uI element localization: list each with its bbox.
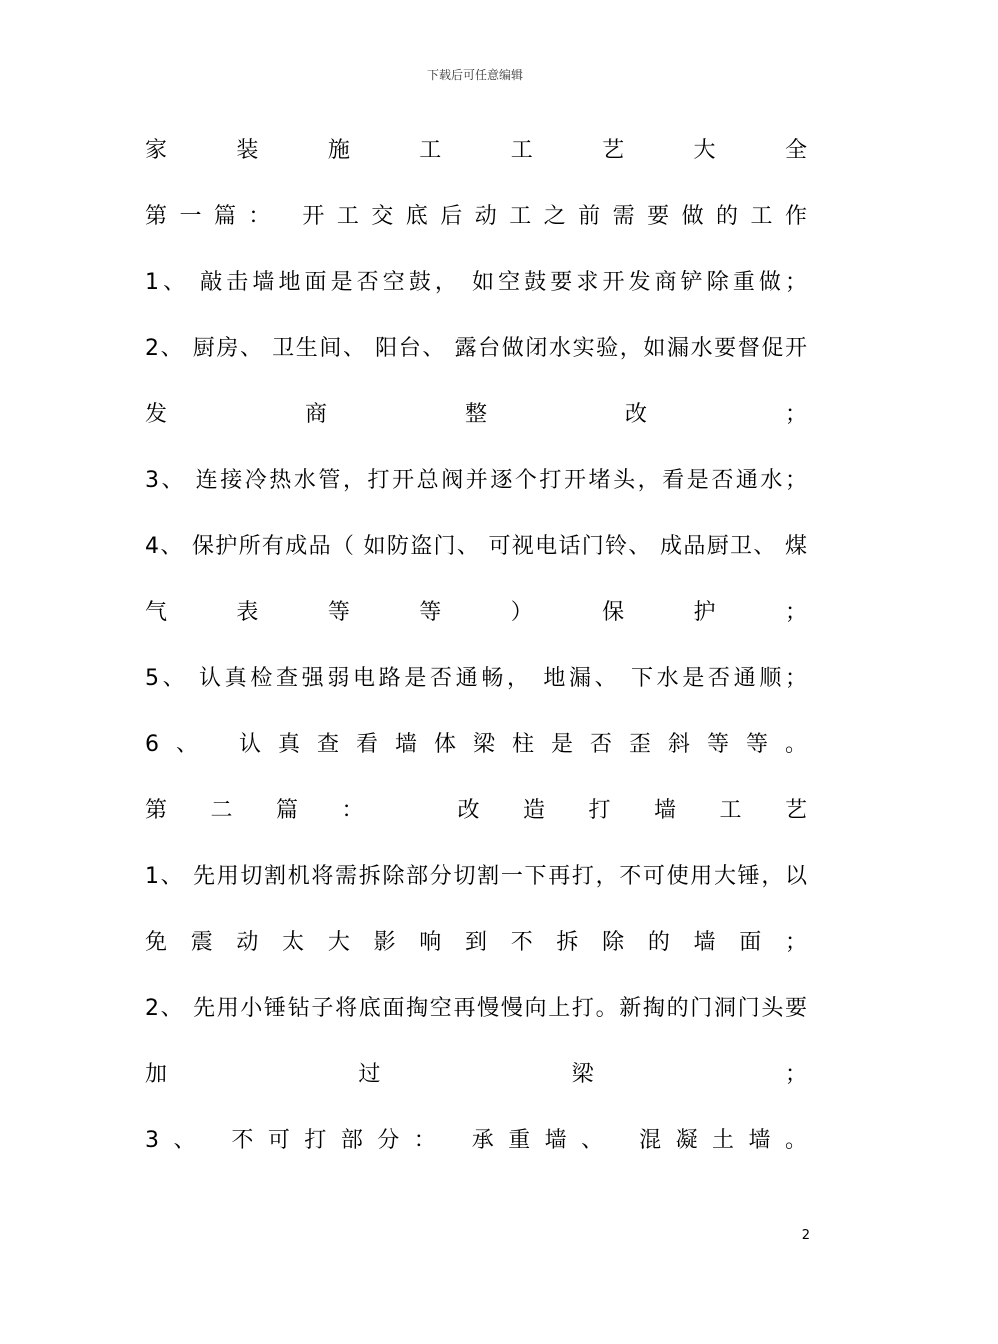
paragraph-line: 1、 敲击墙地面是否空鼓， 如空鼓要求开发商铲除重做；	[145, 270, 812, 295]
document-title: 家装施工工艺大全	[145, 138, 877, 163]
paragraph-line: 4、 保护所有成品（ 如防盗门、 可视电话门铃、 成品厨卫、 煤	[145, 534, 809, 559]
paragraph-line: 5、 认真检查强弱电路是否通畅， 地漏、 下水是否通顺；	[145, 666, 811, 691]
paragraph-line: 发商整改；	[145, 402, 945, 427]
paragraph-line: 加过梁；	[145, 1062, 998, 1087]
section-heading-2: 第二篇： 改造打墙工艺	[145, 798, 851, 823]
paragraph-line: 3、 不可打部分： 承重墙、 混凝土墙。	[145, 1128, 822, 1153]
paragraph-line: 2、 先用小锤钻子将底面掏空再慢慢向上打。新掏的门洞门头要	[145, 996, 809, 1021]
page-header: 下载后可任意编辑	[426, 68, 523, 82]
document-body	[145, 118, 998, 1174]
paragraph-line: 气表等等）保护；	[145, 600, 877, 625]
paragraph-line: 3、 连接冷热水管，打开总阀并逐个打开堵头，看是否通水；	[145, 468, 810, 493]
paragraph-line: 2、 厨房、 卫生间、 阳台、 露台做闭水实验，如漏水要督促开	[145, 336, 809, 361]
paragraph-line: 免震动太大影响到不拆除的墙面；	[145, 930, 831, 955]
paragraph-line: 6、 认真查看墙体梁柱是否歪斜等等。	[145, 732, 824, 757]
paragraph-line: 1、 先用切割机将需拆除部分切割一下再打，不可使用大锤，以	[145, 864, 809, 889]
page-number: 2	[801, 1228, 810, 1243]
section-heading-1: 第一篇： 开工交底后动工之前需要做的工作	[145, 204, 820, 229]
